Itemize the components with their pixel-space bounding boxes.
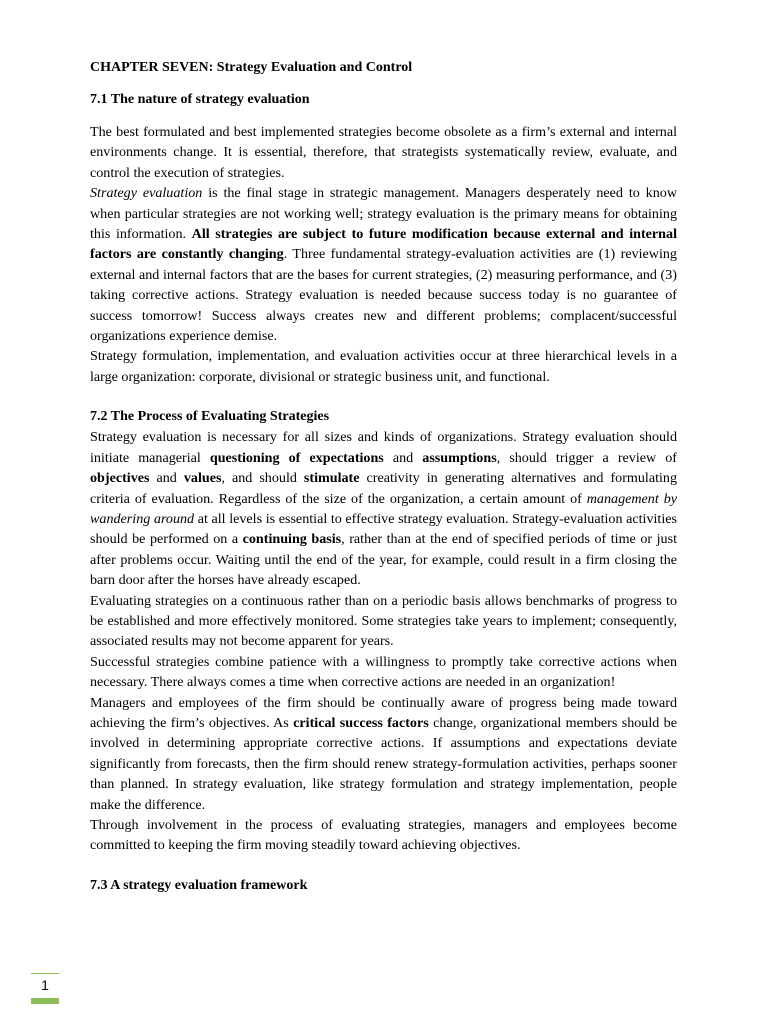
- section-7-1-paragraph-1: The best formulated and best implemented strategies become obsolete as a firm’s external and internal environments change. It is essential, therefore, that strategists systematically review, evaluate, and control the execution of strategies.: [90, 124, 677, 181]
- section-7-2-paragraph-2: Evaluating strategies on a continuous rather than on a periodic basis allows benchmarks of progress to be established and more effectively monitored. Some strategies take years to implement; consequently, associated results may not become apparent for years.: [90, 592, 677, 650]
- page-footer: [31, 973, 59, 1004]
- footer-rule-bottom: [31, 998, 59, 1004]
- section-7-2-paragraph-4: Managers and employees of the firm should be continually aware of progress being made toward achieving the firm’s objectives. As critical success factors change, organizational members should be involved in determining appropriate corrective actions. If assumptions and expectations deviate significantly from forecasts, then the firm should renew strategy-formulation activities, perhaps sooner than planned. In strategy evaluation, like strategy formulation and strategy implementation, people make the difference.: [90, 694, 677, 813]
- emphasis-modification: All strategies are subject to future modification because external and internal factors are constantly changing: [90, 226, 677, 263]
- term-strategy-evaluation: Strategy evaluation: [90, 185, 203, 202]
- document-page: [90, 58, 677, 896]
- section-7-1-heading: 7.1 The nature of strategy evaluation: [90, 92, 310, 107]
- section-7-2-paragraph-5: Through involvement in the process of evaluating strategies, managers and employees become committed to keeping the firm moving steadily toward achieving objectives.: [90, 817, 677, 854]
- chapter-title: CHAPTER SEVEN: Strategy Evaluation and Control: [90, 60, 413, 75]
- section-7-3-heading: 7.3 A strategy evaluation framework: [90, 877, 308, 893]
- emphasis-critical-success-factors: critical success factors: [293, 714, 429, 731]
- section-7-2-heading: 7.2 The Process of Evaluating Strategies: [90, 409, 330, 425]
- section-7-2-paragraph-3: Successful strategies combine patience with a willingness to promptly take corrective actions when necessary. There always comes a time when corrective actions are needed in an organization!: [90, 653, 677, 691]
- page-number: 1: [41, 977, 49, 993]
- section-7-2-paragraph-1: Strategy evaluation is necessary for all sizes and kinds of organizations. Strategy evaluation should initiate managerial questioning of expectations and assumptions, should trigger a review of objectives and values, and should stimulate creativity in generating alternatives and formulating criteria of evaluation. Regardless of the size of the organization, a certain amount of management by wandering around at all levels is essential to effective strategy evaluation. Strategy-evaluation activities should be performed on a continuing basis, rather than at the end of specified periods of time or just after problems occur. Waiting until the end of the year, for example, could result in a firm closing the barn door after the horses have already escaped.: [90, 429, 678, 589]
- section-7-1-paragraph-2: Strategy evaluation is the final stage in strategic management. Managers desperately need to know when particular strategies are not working well; strategy evaluation is the primary means for obtaining this information. All strategies are subject to future modification because external and internal factors are constantly changing. Three fundamental strategy-evaluation activities are (1) reviewing external and internal factors that are the bases for current strategies, (2) measuring performance, and (3) taking corrective actions. Strategy evaluation is needed because success today is no guarantee of success tomorrow! Success always creates new and different problems; complacent/successful organizations experience demise.: [90, 185, 677, 345]
- section-7-1-paragraph-3: Strategy formulation, implementation, and evaluation activities occur at three hierarchical levels in a large organization: corporate, divisional or strategic business unit, and functional.: [90, 348, 677, 385]
